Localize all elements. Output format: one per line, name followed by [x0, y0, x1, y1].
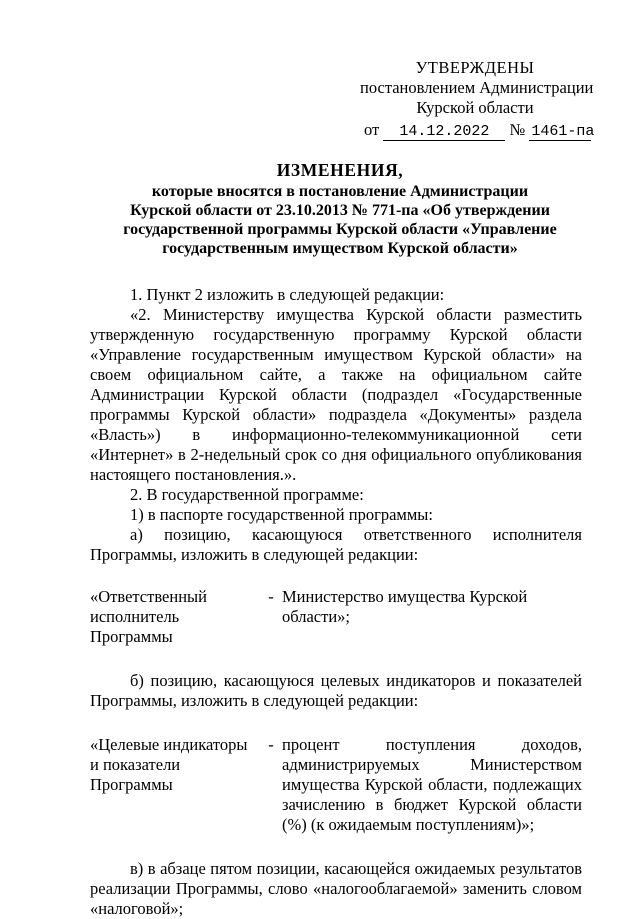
- approval-line-1: постановлением Администрации: [360, 78, 594, 97]
- row-value: Министерство имущества Курской области»;: [282, 587, 528, 626]
- spacer: [90, 835, 582, 859]
- approval-date-line: [360, 120, 595, 141]
- paragraph-item-2-1: 1) в паспорте государственной программы:: [130, 505, 433, 524]
- heading-subtitle-line: государственной программы Курской области «Управление: [123, 221, 557, 238]
- paragraph-item-1: 1. Пункт 2 изложить в следующей редакции:: [130, 285, 445, 304]
- paragraph-item-a: а) позицию, касающуюся ответственного исполнителя Программы, изложить в следующей редакции:: [90, 525, 582, 564]
- from-label: от: [364, 120, 380, 139]
- row-dash: -: [268, 587, 274, 606]
- row-label: «Ответственный исполнитель Программы: [90, 587, 207, 646]
- heading-subtitle-line: Курской области от 23.10.2013 № 771-па «Об утверждении: [130, 202, 550, 219]
- heading-title: ИЗМЕНЕНИЯ,: [276, 160, 404, 180]
- table-row-responsible: [90, 587, 582, 647]
- table-row-indicators: [90, 735, 582, 835]
- paragraph-item-2: 2. В государственной программе:: [130, 485, 364, 504]
- approval-line-2: Курской области: [416, 98, 534, 117]
- approval-number: 1461-па: [531, 123, 595, 140]
- heading-subtitle-line: государственным имуществом Курской области»: [162, 240, 518, 257]
- document-heading: [90, 160, 590, 258]
- spacer: [90, 711, 582, 735]
- document-body: [90, 285, 582, 919]
- paragraph-item-v: в) в абзаце пятом позиции, касающейся ожидаемых результатов реализации Программы, слово «налогооблагаемой» заменить словом «налоговой»;: [90, 859, 582, 918]
- spacer: [90, 647, 582, 671]
- paragraph-quote-p2: «2. Министерству имущества Курской области разместить утвержденную государственную программу Курской области «Управление государственным имуществом Курской области» на своем официальном сайте, а также на официальном сайте Администрации Курской области (подраздел «Государственные программы Курской области» подраздела «Документы» раздела «Власть») в информационно-телекоммуникационной сети «Интернет» в 2-недельный срок со дня официального опубликования настоящего постановления.».: [90, 305, 582, 484]
- heading-subtitle-line: которые вносятся в постановление Администрации: [151, 183, 529, 200]
- row-value: процент поступления доходов, администрируемых Министерством имущества Курской области, подлежащих зачислению в бюджет Курской области (%) (к ожидаемым поступлениям)»;: [282, 735, 582, 834]
- spacer: [90, 565, 582, 587]
- row-label: «Целевые индикаторы и показатели Программы: [90, 735, 248, 794]
- paragraph-item-b: б) позицию, касающуюся целевых индикаторов и показателей Программы, изложить в следующей редакции:: [90, 671, 582, 710]
- number-label: №: [509, 120, 526, 139]
- approval-block: [360, 58, 595, 141]
- row-dash: -: [268, 735, 274, 754]
- approval-title: УТВЕРЖДЕНЫ: [415, 58, 535, 77]
- approval-date: 14.12.2022: [383, 124, 505, 141]
